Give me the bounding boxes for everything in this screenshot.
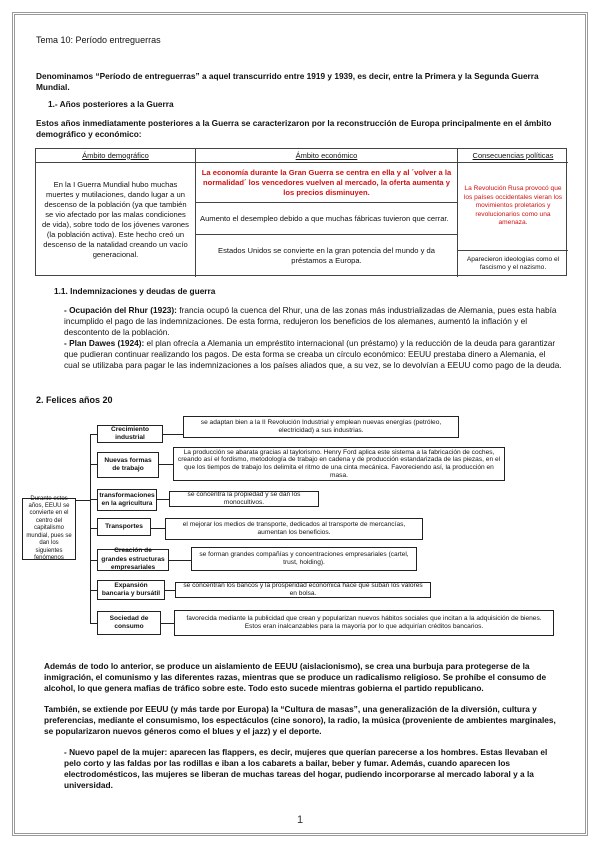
bullet-dawes — [64, 338, 562, 371]
paragraph-aislacionismo: Además de todo lo anterior, se produce un aislamiento de EEUU (aislacionismo), se crea una burbuja para protegerse de la inmigración, el comunismo y las diferentes razas, mientras que se produce un radicalismo religioso. Se prohíbe el consumo de alcohol, lo que genera mafias de tráfico sobre este. Todo esto sucede mientras gobierna el partido republicano. — [44, 661, 547, 693]
bullet-rhur — [64, 305, 562, 338]
section2-heading: 2. Felices años 20 — [36, 395, 113, 405]
connector — [76, 500, 90, 501]
connector — [161, 623, 174, 624]
section11-heading: 1.1. Indemnizaciones y deudas de guerra — [54, 286, 216, 296]
connector — [165, 590, 175, 591]
desc-empresas: se forman grandes compañías y concentraciones empresariales (cartel, trust, holding). — [191, 547, 417, 571]
category-banca: Expansión bancaria y bursátil — [97, 580, 165, 600]
bullet-rhur-lead: - Ocupación del Rhur (1923): — [64, 305, 177, 315]
paragraph-mujer: - Nuevo papel de la mujer: aparecen las flappers, es decir, mujeres que querían parecerse a los hombres. Estas llevaban el pelo corto y las faldas por las rodillas e iban a los cabarets a bailar, beber y fumar. Además, cuando aparecen los electrodomésticos, las mujeres se liberan de muchas tareas del hogar, pudiendo incorporarse al mercado laboral y a la universidad. — [64, 747, 548, 790]
paragraph-cultura-masas: También, se extiende por EEUU (y más tarde por Europa) la “Cultura de masas”, una generalización de la diversión, cultura y preferencias, mediante el consumismo, los espectáculos (cine sonoro), la radio, la música (proveniente de ambientes marginales, se popularizaron nuevos géneros como el blues y el jazz) y el deporte. — [44, 704, 556, 736]
desc-crecimiento: se adaptan bien a la II Revolución Industrial y emplean nuevas energías (petróleo, electricidad) a sus industrias. — [183, 416, 459, 438]
connector — [90, 434, 97, 435]
category-empresas: Creación de grandes estructuras empresariales — [97, 549, 169, 571]
political-cell-1: La Revolución Rusa provocó que los países occidentales vieran los movimientos proletarios y revolucionarios como una amenaza. — [458, 163, 568, 251]
connector — [159, 464, 173, 465]
connector — [90, 560, 97, 561]
desc-transportes: el mejorar los medios de transporte, dedicados al transporte de mercancías, aumentan los beneficios. — [165, 518, 423, 540]
connector — [163, 434, 183, 435]
connector — [90, 499, 97, 500]
bullet-dawes-lead: - Plan Dawes (1924): — [64, 338, 145, 348]
economic-cell-2: Aumento el desempleo debido a que muchas fábricas tuvieron que cerrar. — [196, 203, 458, 235]
section1-text: Estos años inmediatamente posteriores a la Guerra se caracterizaron por la reconstrucción de Europa principalmente en el ámbito demográfico y económico: — [36, 118, 552, 139]
bullet-rhur-text: francia ocupó la cuenca del Rhur, una de las zonas más industrializadas de Alemania, pues esta había incumplido el pago de las indemnizaciones. De esta forma, redujeron los beneficios de los alemanes, aumentó la inflación y el descontento de la población. — [64, 305, 557, 337]
connector — [90, 464, 97, 465]
political-cell-2: Aparecieron ideologías como el fascismo y el nazismo. — [466, 255, 560, 271]
connector — [151, 528, 165, 529]
category-trabajo: Nuevas formas de trabajo — [97, 452, 159, 478]
economic-cell-1: La economía durante la Gran Guerra se centra en ella y al ´volver a la normalidad´ los vencedores vuelven al mercado, la oferta aumenta y los precios disminuyen. — [196, 163, 458, 203]
demographic-cell: En la I Guerra Mundial hubo muchas muertes y mutilaciones, dando lugar a un descenso de la población (ya que también se vio afectado por las malas condiciones de vida), sobre todo de los jóvenes varones (la población activa). Este hecho creó un descenso de la natalidad creando un vacío generacional. — [36, 163, 196, 277]
doc-title: Tema 10: Período entreguerras — [36, 35, 161, 45]
connector — [90, 590, 97, 591]
postwar-table — [35, 148, 567, 276]
intro-paragraph: Denominamos “Período de entreguerras” a aquel transcurrido entre 1919 y 1939, es decir, entre la Primera y la Segunda Guerra Mundial. — [36, 71, 539, 92]
connector — [157, 499, 169, 500]
connector — [90, 528, 97, 529]
bullet-dawes-text: el plan ofrecía a Alemania un empréstito internacional (un préstamo) y la reducción de la deuda para garantizar que pudieran continuar realizando los pagos. De esta forma se creaba un círculo económico: EEUU prestaba dinero a Alemania, el cual se utilizaba para pagar le las indemnizaciones a los países aliados que, a su vez, se lo devolvían a EEUU como pago de la deuda. — [64, 338, 562, 370]
desc-agricultura: se concentra la propiedad y se dan los monocultivos. — [169, 491, 319, 507]
connector — [90, 623, 97, 624]
header-political: Consecuencias políticas — [458, 149, 568, 163]
desc-banca: se concentran los bancos y la prosperidad económica hace que suban los valores en bolsa. — [175, 582, 431, 598]
category-crecimiento: Crecimiento industrial — [97, 425, 163, 443]
desc-consumo: favorecida mediante la publicidad que crean y popularizan nuevos hábitos sociales que incitan a la adquisición de bienes. Estos eran inalcanzables para la mayoría por lo que adquirían créditos bancarios. — [174, 610, 554, 636]
diagram-root: Durante estos años, EEUU se convierte en el centro del capitalismo mundial, pues se dan los siguientes fenómenos — [22, 498, 76, 560]
header-economic: Ámbito económico — [196, 149, 458, 163]
economic-cell-3: Estados Unidos se convierte en la gran potencia del mundo y da préstamos a Europa. — [196, 235, 458, 277]
category-transportes: Transportes — [97, 518, 151, 536]
category-consumo: Sociedad de consumo — [97, 611, 161, 635]
connector — [169, 560, 191, 561]
page-number: 1 — [296, 814, 304, 826]
category-agricultura: transformaciones en la agricultura — [97, 489, 157, 511]
section1-heading: 1.- Años posteriores a la Guerra — [48, 99, 174, 109]
desc-trabajo: La producción se abarata gracias al taylorismo. Henry Ford aplica este sistema a la fabricación de coches, creando así el fordismo, metodología de trabajo en cadena y de producción estandarizada de las piezas, en el que los tiempos de trabajo los delimita el ritmo de una cinta mecánica. Favoreciendo así, la producción en masa. — [173, 447, 505, 481]
header-demographic: Ámbito demográfico — [36, 149, 196, 163]
